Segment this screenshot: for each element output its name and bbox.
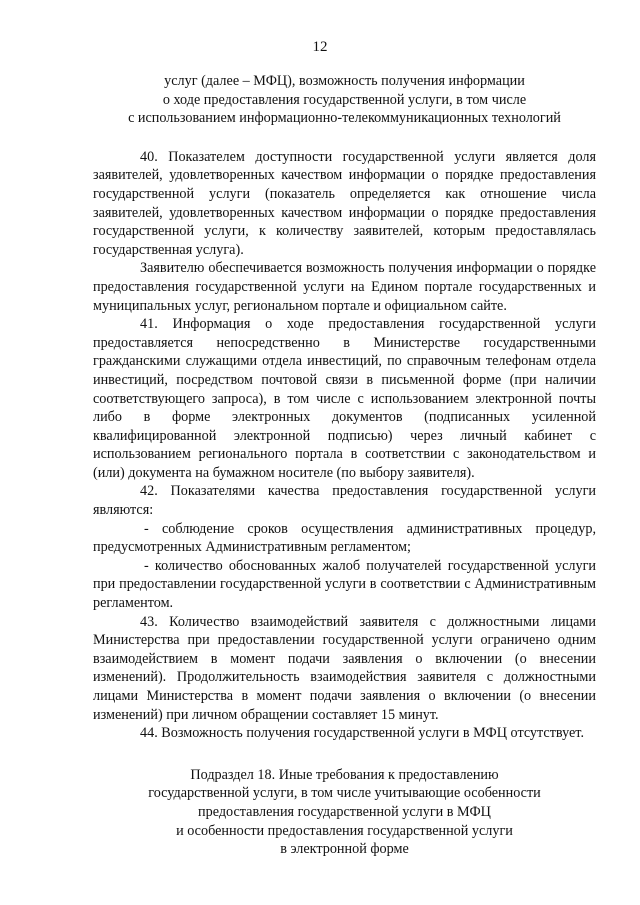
page-number: 12 (312, 39, 328, 55)
heading-line: государственной услуги, в том числе учитывающие особенности (148, 785, 541, 802)
paragraph-43: 43. Количество взаимодействий заявителя с должностными лицами Министерства при предоставлении государственной услуги ограничено одним взаимодействием в момент подачи заявления о включении (о внесении изменений). Продолжительность взаимодействия заявителя с должностными лицами Министерства в момент подачи заявления о включении (о внесении изменений) при личном обращении составляет 15 минут. (93, 613, 596, 723)
heading-line: и особенности предоставления государственной услуги (176, 822, 513, 839)
list-item-deadlines: - соблюдение сроков осуществления административных процедур, предусмотренных Административным регламентом; (93, 520, 596, 556)
page-content (93, 72, 596, 859)
heading-line: о ходе предоставления государственной услуги, в том числе (162, 91, 527, 108)
heading-line: услуг (далее – МФЦ), возможность получения информации (164, 73, 525, 89)
paragraph-applicant-access: Заявителю обеспечивается возможность получения информации о порядке предоставления государственной услуги на Едином портале государственных и муниципальных услуг, региональном портале и официальном сайте. (93, 260, 596, 314)
paragraph-42: 42. Показателями качества предоставления государственной услуги являются: (93, 483, 596, 519)
list-item-complaints: - количество обоснованных жалоб получателей государственной услуги при предоставлении государственной услуги в соответствии с Административным регламентом. (93, 557, 596, 612)
heading-line: в электронной форме (280, 841, 409, 858)
heading-line: предоставления государственной услуги в МФЦ (198, 803, 491, 820)
heading-line: Подраздел 18. Иные требования к предоставлению (190, 766, 499, 783)
section-heading-continued (93, 72, 596, 128)
paragraph-41: 41. Информация о ходе предоставления государственной услуги предоставляется непосредственно в Министерстве государственными гражданскими служащими отдела инвестиций, по справочным телефонам отдела инвестиций, посредством почтовой связи в письменной форме (при наличии соответствующего запроса), в том числе с использованием электронной почты либо в форме электронных документов (подписанных усиленной квалифицированной электронной подписью) через личный кабинет с использованием регионального портала в соответствии с законодательством и (или) документа на бумажном носителе (по выбору заявителя). (93, 316, 596, 481)
paragraph-40: 40. Показателем доступности государственной услуги является доля заявителей, удовлетворенных качеством информации о порядке предоставления государственной услуги (показатель определяется как отношение числа заявителей, удовлетворенных качеством информации о порядке предоставления государственной услуги, к количеству заявителей, которым предоставлялась государственная услуга). (93, 148, 596, 258)
subsection-18-heading (93, 766, 596, 859)
paragraph-44: 44. Возможность получения государственной услуги в МФЦ отсутствует. (140, 725, 584, 742)
heading-line: с использованием информационно-телекоммуникационных технологий (128, 110, 561, 127)
